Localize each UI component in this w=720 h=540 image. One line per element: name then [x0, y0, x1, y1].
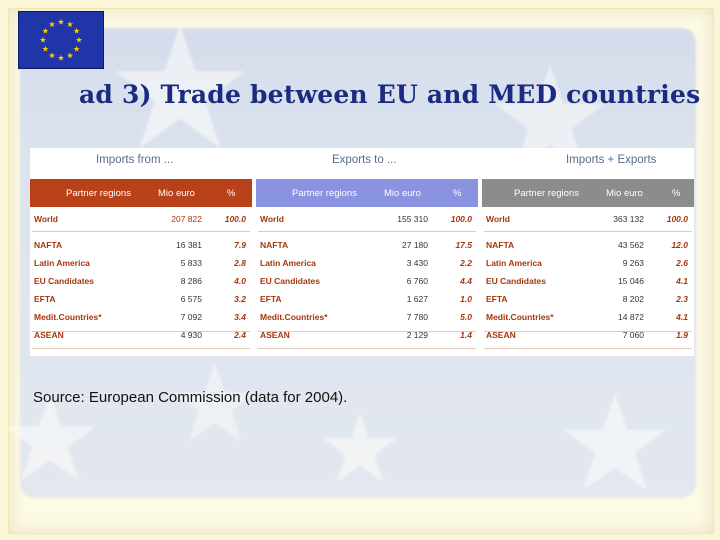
region-value: 6 575: [180, 294, 202, 304]
region-name: Medit.Countries*: [260, 312, 328, 322]
row-separator: [32, 348, 250, 349]
eu-flag-icon: [18, 11, 104, 69]
region-value: 4 930: [180, 330, 202, 340]
flag-star-icon: [67, 21, 73, 27]
region-percent: 2.8: [234, 258, 246, 268]
region-name: World: [34, 214, 58, 224]
column-header-row: [256, 179, 478, 207]
region-name: ASEAN: [34, 330, 64, 340]
table-row: [482, 258, 694, 272]
table-body: [256, 207, 478, 356]
region-percent: 4.0: [234, 276, 246, 286]
region-name: ASEAN: [260, 330, 290, 340]
region-value: 43 562: [618, 240, 644, 250]
region-name: Medit.Countries*: [34, 312, 102, 322]
region-percent: 2.4: [234, 330, 246, 340]
table-row: [256, 240, 478, 254]
flag-star-icon: [67, 52, 73, 58]
region-name: Latin America: [486, 258, 542, 268]
row-separator: [258, 348, 476, 349]
region-value: 7 092: [180, 312, 202, 322]
region-value: 363 132: [613, 214, 644, 224]
column-header-percent: %: [453, 188, 462, 199]
table-row: [482, 276, 694, 290]
flag-star-icon: [49, 52, 55, 58]
region-percent: 5.0: [460, 312, 472, 322]
column-header-percent: %: [672, 188, 681, 199]
combined-panel: [482, 148, 694, 356]
column-header-value: Mio euro: [384, 188, 421, 199]
flag-star-icon: [76, 37, 82, 43]
table-row: [256, 276, 478, 290]
region-value: 16 381: [176, 240, 202, 250]
row-separator: [32, 231, 250, 232]
region-name: EU Candidates: [260, 276, 320, 286]
table-row: [482, 330, 694, 344]
table-row: [30, 258, 252, 272]
region-value: 7 780: [406, 312, 428, 322]
panel-title: Imports from ...: [96, 154, 174, 166]
region-value: 207 822: [171, 214, 202, 224]
region-percent: 1.9: [676, 330, 688, 340]
panel-title: Imports + Exports: [566, 154, 657, 166]
flag-star-icon: [42, 46, 48, 52]
region-percent: 1.0: [460, 294, 472, 304]
imports-panel: [30, 148, 252, 356]
table-row: [256, 312, 478, 326]
region-name: NAFTA: [486, 240, 515, 250]
flag-star-icon: [58, 19, 64, 25]
row-separator: [258, 231, 476, 232]
column-header-percent: %: [227, 188, 236, 199]
region-value: 9 263: [622, 258, 644, 268]
region-percent: 2.6: [676, 258, 688, 268]
region-percent: 100.0: [666, 214, 688, 224]
flag-star-icon: [74, 46, 80, 52]
region-name: EU Candidates: [34, 276, 94, 286]
region-value: 27 180: [402, 240, 428, 250]
region-value: 6 760: [406, 276, 428, 286]
panel-title: Exports to ...: [332, 154, 397, 166]
background-star-icon: [320, 408, 400, 488]
region-percent: 2.2: [460, 258, 472, 268]
region-name: EFTA: [260, 294, 282, 304]
row-separator: [484, 348, 692, 349]
flag-star-icon: [49, 21, 55, 27]
table-body: [30, 207, 252, 356]
table-row: [256, 294, 478, 308]
region-percent: 3.4: [234, 312, 246, 322]
table-body: [482, 207, 694, 356]
table-row: [256, 214, 478, 228]
region-name: EFTA: [34, 294, 56, 304]
column-header-region: Partner regions: [292, 188, 357, 199]
table-row: [30, 276, 252, 290]
flag-star-icon: [74, 28, 80, 34]
flag-star-icon: [40, 37, 46, 43]
region-name: World: [260, 214, 284, 224]
table-row: [482, 312, 694, 326]
region-percent: 7.9: [234, 240, 246, 250]
region-percent: 1.4: [460, 330, 472, 340]
source-note: Source: European Commission (data for 2004).: [33, 389, 348, 406]
region-value: 1 627: [406, 294, 428, 304]
column-header-value: Mio euro: [606, 188, 643, 199]
trade-tables: [30, 148, 694, 356]
table-row: [256, 330, 478, 344]
region-name: Latin America: [34, 258, 90, 268]
region-percent: 100.0: [450, 214, 472, 224]
region-value: 2 129: [406, 330, 428, 340]
region-name: Latin America: [260, 258, 316, 268]
row-separator: [484, 231, 692, 232]
region-name: EFTA: [486, 294, 508, 304]
flag-star-icon: [42, 28, 48, 34]
column-header-value: Mio euro: [158, 188, 195, 199]
region-value: 155 310: [397, 214, 428, 224]
region-name: NAFTA: [260, 240, 289, 250]
table-row: [256, 258, 478, 272]
region-percent: 12.0: [671, 240, 688, 250]
region-value: 8 202: [622, 294, 644, 304]
column-header-region: Partner regions: [66, 188, 131, 199]
table-row: [30, 240, 252, 254]
column-header-region: Partner regions: [514, 188, 579, 199]
region-name: World: [486, 214, 510, 224]
region-percent: 4.4: [460, 276, 472, 286]
slide-title: ad 3) Trade between EU and MED countries: [79, 80, 701, 109]
region-name: ASEAN: [486, 330, 516, 340]
region-value: 5 833: [180, 258, 202, 268]
region-name: EU Candidates: [486, 276, 546, 286]
table-row: [30, 294, 252, 308]
region-value: 15 046: [618, 276, 644, 286]
region-value: 3 430: [406, 258, 428, 268]
region-value: 7 060: [622, 330, 644, 340]
table-row: [30, 330, 252, 344]
table-row: [30, 312, 252, 326]
table-row: [30, 214, 252, 228]
region-name: Medit.Countries*: [486, 312, 554, 322]
column-header-row: [30, 179, 252, 207]
region-percent: 3.2: [234, 294, 246, 304]
region-name: NAFTA: [34, 240, 63, 250]
region-percent: 17.5: [455, 240, 472, 250]
table-row: [482, 214, 694, 228]
exports-panel: [256, 148, 478, 356]
table-row: [482, 294, 694, 308]
region-value: 8 286: [180, 276, 202, 286]
region-percent: 4.1: [676, 312, 688, 322]
region-percent: 100.0: [224, 214, 246, 224]
region-percent: 2.3: [676, 294, 688, 304]
flag-star-icon: [58, 55, 64, 61]
region-percent: 4.1: [676, 276, 688, 286]
background-star-icon: [560, 388, 670, 498]
column-header-row: [482, 179, 694, 207]
region-value: 14 872: [618, 312, 644, 322]
table-row: [482, 240, 694, 254]
